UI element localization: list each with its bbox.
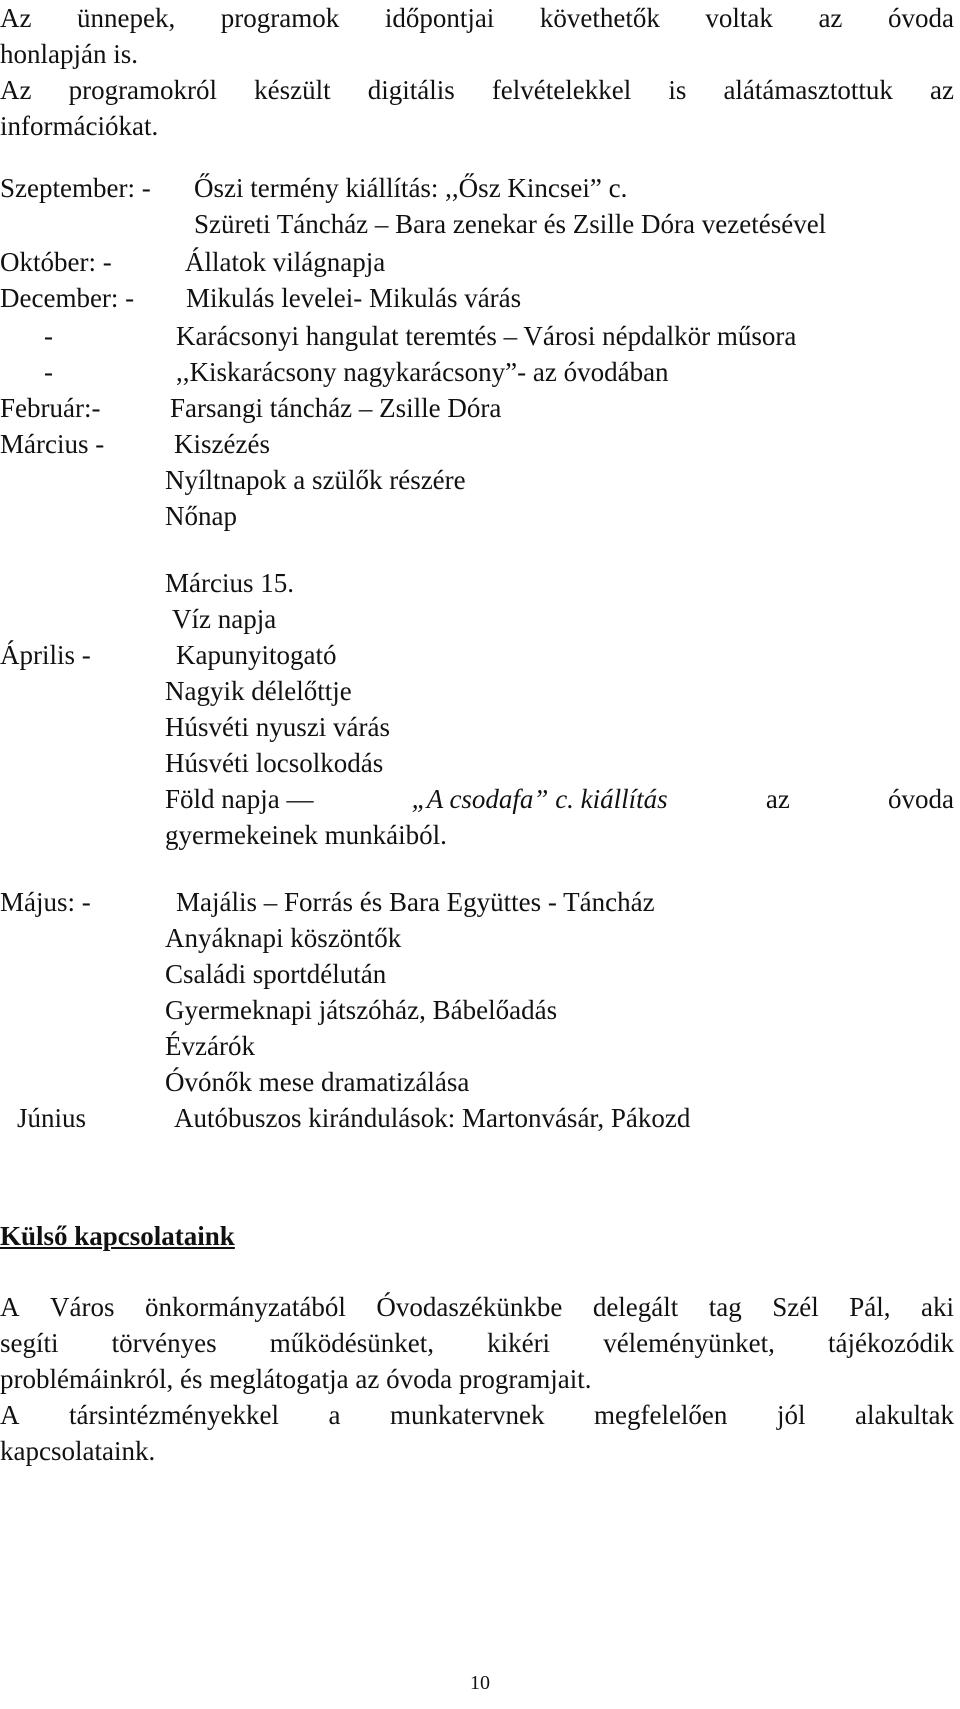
month-april: Április - <box>0 640 91 670</box>
intro-line-3 <box>0 72 954 108</box>
october-item-1: Állatok világnapja <box>185 247 386 277</box>
paragraph-1-line-1 <box>0 1289 954 1325</box>
word: az <box>929 75 954 105</box>
word: tájékozódik <box>828 1328 954 1358</box>
april-item-5 <box>165 781 954 817</box>
word: véleményünket, <box>603 1328 775 1358</box>
word: felvételekkel <box>491 75 632 105</box>
word: Az <box>0 3 32 33</box>
word: megfelelően <box>593 1400 728 1430</box>
word: önkormányzatából <box>144 1292 346 1322</box>
december-item-1: Mikulás levelei- Mikulás várás <box>186 283 522 313</box>
section-heading: Külső kapcsolataink <box>0 1221 235 1251</box>
word: óvoda <box>887 3 954 33</box>
april-item-5-end-1: az <box>765 784 790 814</box>
april-item-2: Nagyik délelőttje <box>165 676 352 706</box>
paragraph-1-line-2 <box>0 1325 954 1361</box>
word: delegált <box>592 1292 679 1322</box>
word: az <box>818 3 843 33</box>
september-item-2: Szüreti Táncház – Bara zenekar és Zsille Dóra vezetésével <box>194 209 827 239</box>
month-february: Február:- <box>0 393 101 423</box>
april-item-3: Húsvéti nyuszi várás <box>165 712 390 742</box>
may-item-3: Családi sportdélután <box>165 959 387 989</box>
word: is <box>668 75 687 105</box>
word: programok <box>220 3 340 33</box>
intro-line-4: információkat. <box>0 111 159 141</box>
word: Pál, <box>849 1292 891 1322</box>
word: Város <box>49 1292 115 1322</box>
word: digitális <box>367 75 455 105</box>
intro-line-1 <box>0 0 954 36</box>
word: Szél <box>772 1292 819 1322</box>
december-dash-3: - <box>44 357 53 387</box>
april-item-5-part1: Föld napja ― <box>165 784 314 814</box>
word: aki <box>920 1292 954 1322</box>
december-item-3: ,,Kiskarácsony nagykarácsony”- az óvodában <box>176 357 669 387</box>
paragraph-2-line-1 <box>0 1397 954 1433</box>
word: alakultak <box>855 1400 954 1430</box>
april-item-5-end-2: óvoda <box>888 784 954 814</box>
paragraph-1-line-3: problémáinkról, és meglátogatja az óvoda programjait. <box>0 1364 592 1394</box>
word: működésünket, <box>269 1328 434 1358</box>
word: Az <box>0 75 32 105</box>
word: munkatervnek <box>390 1400 545 1430</box>
month-december: December: - <box>0 283 135 313</box>
march-item-5: Víz napja <box>172 604 277 634</box>
march-item-3: Nőnap <box>165 501 237 531</box>
may-item-1: Majális – Forrás és Bara Együttes - Táncház <box>176 887 655 917</box>
december-dash-2: - <box>44 321 53 351</box>
page-number: 10 <box>470 1672 490 1694</box>
word: követhetők <box>539 3 660 33</box>
month-june: Június <box>17 1103 87 1133</box>
month-march: Március - <box>0 429 105 459</box>
intro-line-2: honlapján is. <box>0 39 138 69</box>
word: készült <box>254 75 331 105</box>
september-item-1: Őszi termény kiállítás: ,,Ősz Kincsei” c. <box>194 173 628 203</box>
month-may: Május: - <box>0 887 91 917</box>
word: ünnepek, <box>77 3 176 33</box>
word: kikéri <box>487 1328 551 1358</box>
february-item-1: Farsangi táncház – Zsille Dóra <box>170 393 502 423</box>
may-item-5: Évzárók <box>165 1031 255 1061</box>
word: segíti <box>0 1328 59 1358</box>
may-item-6: Óvónők mese dramatizálása <box>165 1067 470 1097</box>
word: tag <box>708 1292 742 1322</box>
word: Óvodaszékünkbe <box>376 1292 563 1322</box>
word: alátámasztottuk <box>723 75 893 105</box>
word: voltak <box>705 3 773 33</box>
april-item-1: Kapunyitogató <box>176 640 337 670</box>
word: A <box>0 1292 20 1322</box>
june-item-1: Autóbuszos kirándulások: Martonvásár, Pákozd <box>174 1103 691 1133</box>
word: a <box>328 1400 341 1430</box>
april-item-5-continued: gyermekeinek munkáiból. <box>165 820 447 850</box>
word: jól <box>776 1400 806 1430</box>
word: A <box>0 1400 20 1430</box>
word: programokról <box>68 75 218 105</box>
word: időpontjai <box>384 3 495 33</box>
december-item-2: Karácsonyi hangulat teremtés – Városi népdalkör műsora <box>176 321 797 351</box>
march-item-1: Kiszézés <box>174 429 270 459</box>
march-item-4: Március 15. <box>165 568 294 598</box>
march-item-2: Nyíltnapok a szülők részére <box>165 465 466 495</box>
word: törvényes <box>111 1328 217 1358</box>
may-item-4: Gyermeknapi játszóház, Bábelőadás <box>165 995 558 1025</box>
month-october: Október: - <box>0 247 112 277</box>
april-item-5-italic: „A csodafa” c. kiállítás <box>411 784 668 814</box>
may-item-2: Anyáknapi köszöntők <box>165 923 402 953</box>
word: társintézményekkel <box>69 1400 279 1430</box>
paragraph-2-line-2: kapcsolataink. <box>0 1436 156 1466</box>
april-item-4: Húsvéti locsolkodás <box>165 748 384 778</box>
month-september: Szeptember: - <box>0 173 151 203</box>
